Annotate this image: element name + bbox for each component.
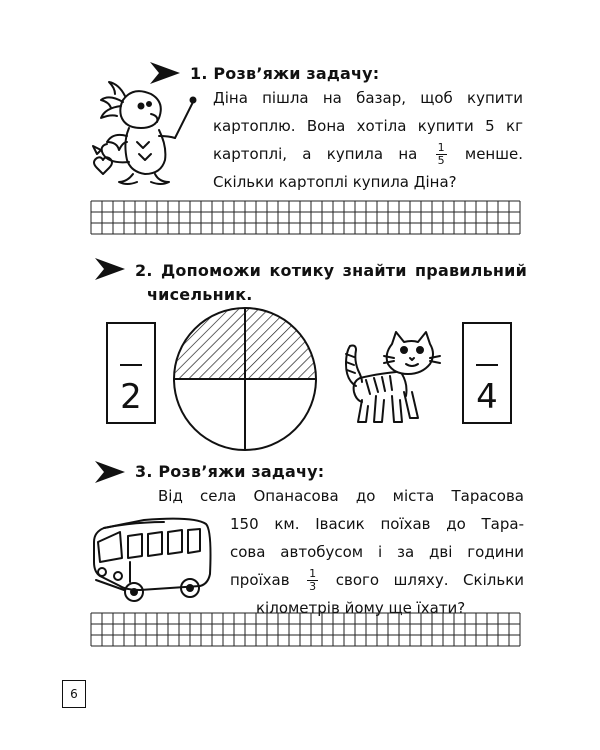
- task3-line-3: сова автобусом і за дві години: [230, 543, 524, 561]
- left-fraction-bar: [120, 364, 142, 366]
- task2-title-line-2: чисельник.: [147, 285, 253, 304]
- task3-line-4-end: свого шляху. Скільки: [335, 571, 524, 589]
- right-fraction-bar: [476, 364, 498, 366]
- task1-line-3: [213, 140, 523, 168]
- right-fraction-denominator: 4: [476, 377, 498, 417]
- task3-line-1: Від села Опанасова до міста Тарасова: [158, 487, 524, 505]
- cat-illustration: [332, 330, 444, 430]
- task3-text-line-1-block: [158, 482, 524, 510]
- task3-text: [230, 510, 524, 594]
- task3-arrow-icon: [95, 461, 125, 483]
- task2-title-line-1: 2. Допоможи котику знайти правильний: [135, 261, 527, 280]
- task3-line-5: кілометрів йому ще їхати?: [256, 599, 466, 617]
- dragon-illustration: [85, 80, 200, 195]
- task1-line-3-start: картоплі, а купила на: [213, 145, 418, 163]
- task3-line-2: 150 км. Івасик поїхав до Тара-: [230, 515, 524, 533]
- circle-fraction-diagram: [172, 306, 318, 452]
- task2-arrow-icon: [95, 258, 125, 280]
- task3-line-4: [230, 566, 524, 594]
- task3-fraction-denominator: 3: [309, 580, 317, 593]
- task1-fraction: [436, 142, 447, 167]
- right-fraction-card[interactable]: [462, 322, 512, 424]
- task1-text: [213, 84, 523, 196]
- page-number: 6: [62, 680, 86, 708]
- left-fraction-denominator: 2: [120, 377, 142, 417]
- task1-title: 1. Розв’яжи задачу:: [190, 64, 380, 83]
- task3-fraction: [307, 568, 318, 593]
- task2-title: [135, 259, 527, 307]
- task3-fraction-numerator: 1: [309, 567, 317, 580]
- task3-line-4-start: проїхав: [230, 571, 290, 589]
- task3-answer-grid[interactable]: [90, 612, 522, 656]
- task1-line-1: Діна пішла на базар, щоб купити: [213, 89, 523, 107]
- left-fraction-card[interactable]: [106, 322, 156, 424]
- task3-title: 3. Розв’яжи задачу:: [135, 462, 325, 481]
- bus-illustration: [88, 512, 216, 604]
- task1-line-4: Скільки картоплі купила Діна?: [213, 173, 457, 191]
- task1-answer-grid[interactable]: [90, 200, 522, 244]
- task1-line-2: картоплю. Вона хотіла купити 5 кг: [213, 117, 523, 135]
- task1-fraction-numerator: 1: [437, 141, 445, 154]
- task1-line-3-end: менше.: [464, 145, 523, 163]
- task1-fraction-denominator: 5: [437, 154, 445, 167]
